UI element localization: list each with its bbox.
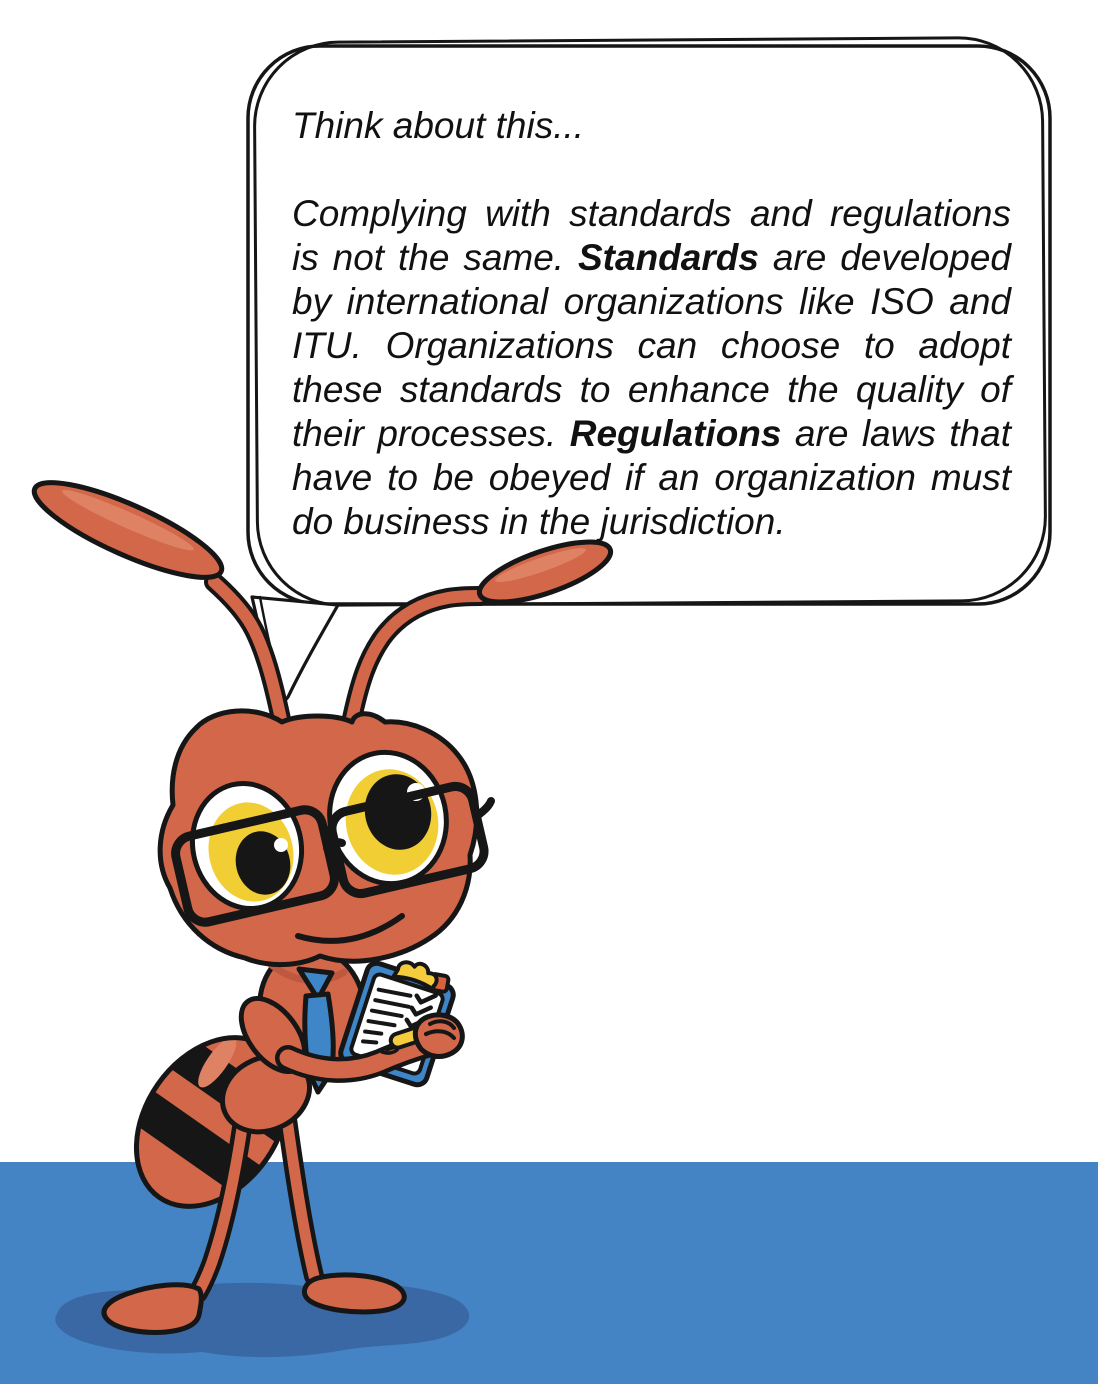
- bubble-text-segment: are developed by international organizations like ISO and ITU. Organizations can choose to adopt these standards to enhance the quality of their processes.: [292, 237, 1011, 454]
- bubble-text-segment: are laws that have to be obeyed if an organization must do business in the jurisdiction.: [292, 413, 1011, 542]
- left-antenna: [25, 466, 282, 724]
- bubble-text-segment-bold: Regulations: [569, 413, 782, 454]
- speech-bubble-text: [292, 104, 1011, 544]
- bubble-title: Think about this...: [292, 105, 585, 146]
- left-antenna-club: [25, 466, 232, 595]
- bubble-text-segment-bold: Standards: [578, 237, 759, 278]
- right-foot: [304, 1275, 404, 1312]
- left-eye-highlight: [274, 838, 288, 852]
- bubble-text-segment: Complying with standards and regulations is not the same.: [292, 193, 1011, 278]
- bubble-paragraph: [292, 192, 1011, 544]
- right-antenna-stalk: [351, 596, 480, 723]
